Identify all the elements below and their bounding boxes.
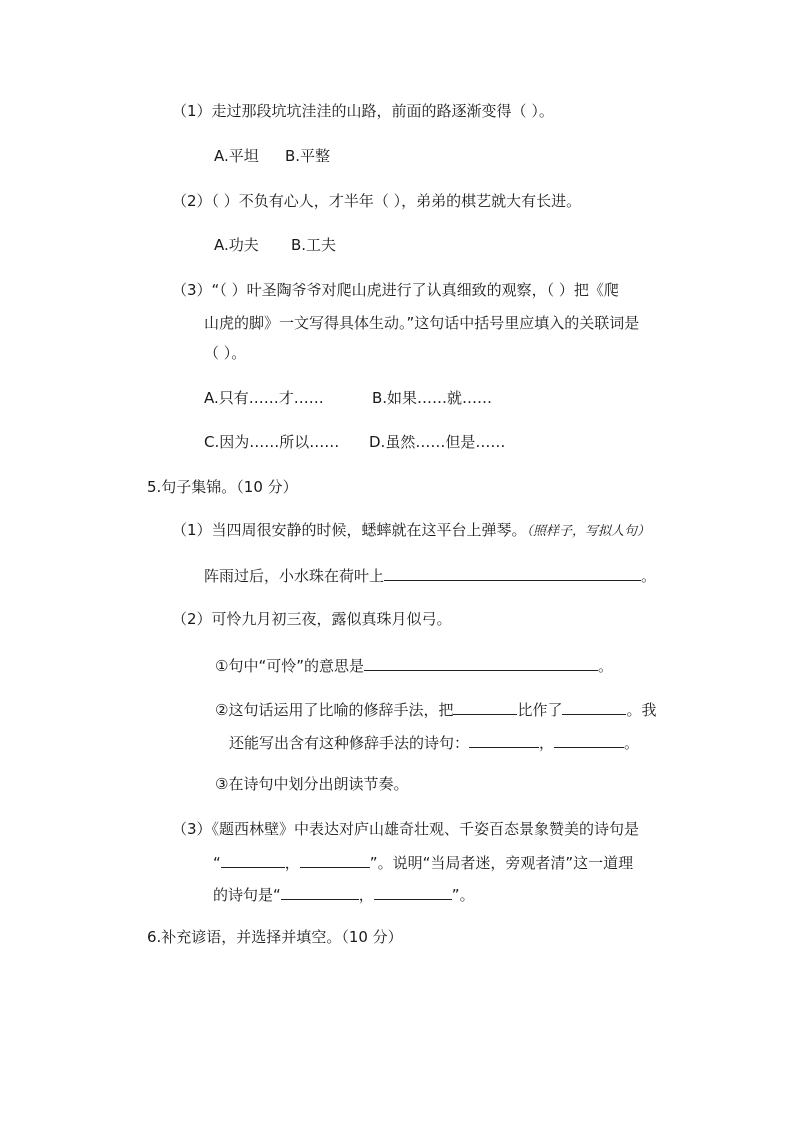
q5-2-b-line2-end: 。 bbox=[624, 734, 640, 752]
q4-1-text: （1）走过那段坑坑洼洼的山路，前面的路逐渐变得（ ）。 bbox=[172, 102, 554, 120]
q5-3-line3 bbox=[213, 884, 475, 905]
q5-2-b-blank-2[interactable] bbox=[562, 699, 626, 715]
q5-3-line2-open: “ bbox=[213, 854, 221, 872]
q5-2-b-blank-1[interactable] bbox=[453, 699, 517, 715]
q5-2-c: ③在诗句中划分出朗读节奏。 bbox=[215, 775, 409, 793]
q4-3-option-a: A.只有……才…… bbox=[204, 389, 324, 407]
q5-2-b-blank-4[interactable] bbox=[554, 732, 624, 748]
q5-3-line3-prefix: 的诗句是“ bbox=[213, 886, 281, 904]
q4-2-text: （2）（ ）不负有心人，才半年（ ），弟弟的棋艺就大有长进。 bbox=[172, 192, 582, 210]
q5-1-fill-suffix: 。 bbox=[641, 567, 657, 585]
q5-1-answer-blank[interactable] bbox=[384, 565, 641, 581]
q5-3-line3-end: ”。 bbox=[451, 886, 475, 904]
q6-heading: 6.补充谚语，并选择并填空。（10 分） bbox=[147, 928, 403, 946]
q5-3-line2-close: ”。说明“当局者迷，旁观者清”这一道理 bbox=[369, 854, 634, 872]
q5-2-a-suffix: 。 bbox=[598, 657, 614, 675]
q4-1-option-a: A.平坦 bbox=[214, 147, 259, 165]
q5-1-instruction: （照样子，写拟人句） bbox=[526, 524, 651, 539]
q5-1-text: （1）当四周很安静的时候，蟋蟀就在这平台上弹琴。 bbox=[172, 521, 527, 539]
q5-2-b-line2 bbox=[229, 732, 639, 753]
q5-2-b-blank-3[interactable] bbox=[469, 732, 539, 748]
q5-2-b-part3: 。我 bbox=[626, 701, 657, 719]
q4-3-option-b: B.如果……就…… bbox=[372, 389, 493, 407]
q5-3-blank-3[interactable] bbox=[281, 884, 359, 900]
q5-3-line2 bbox=[213, 852, 633, 873]
q5-heading: 5.句子集锦。（10 分） bbox=[147, 478, 298, 496]
q4-2-option-a: A.功夫 bbox=[214, 236, 259, 254]
q5-2-a-line bbox=[215, 655, 613, 676]
q4-3-option-d: D.虽然……但是…… bbox=[369, 433, 506, 451]
q5-3-line3-comma: ， bbox=[358, 886, 374, 904]
q5-3-blank-1[interactable] bbox=[221, 852, 285, 868]
q5-2-a-prefix: ①句中“可怜”的意思是 bbox=[215, 657, 364, 675]
q4-1-option-b: B.平整 bbox=[285, 147, 331, 165]
q5-3-line2-comma: ， bbox=[284, 854, 300, 872]
q5-2-b-part2: 比作了 bbox=[517, 701, 563, 719]
q4-3-line3: （ ）。 bbox=[204, 344, 247, 362]
q5-1-fill-line bbox=[204, 565, 656, 586]
q4-2-option-b: B.工夫 bbox=[291, 236, 337, 254]
q5-2-b-line2-prefix: 还能写出含有这种修辞手法的诗句： bbox=[229, 734, 470, 752]
q5-2-text: （2）可怜九月初三夜，露似真珠月似弓。 bbox=[172, 610, 452, 628]
q4-3-line1: （3）“（ ）叶圣陶爷爷对爬山虎进行了认真细致的观察，（ ）把《爬 bbox=[172, 281, 619, 299]
q5-2-a-answer-blank[interactable] bbox=[364, 655, 598, 671]
q5-3-line1: （3）《题西林壁》中表达对庐山雄奇壮观、千姿百态景象赞美的诗句是 bbox=[172, 820, 640, 838]
q5-2-b-part1: ②这句话运用了比喻的修辞手法，把 bbox=[215, 701, 454, 719]
q5-2-b-line1 bbox=[215, 699, 656, 720]
q5-1-fill-prefix: 阵雨过后，小水珠在荷叶上 bbox=[204, 567, 385, 585]
q5-3-blank-4[interactable] bbox=[374, 884, 452, 900]
q5-3-blank-2[interactable] bbox=[300, 852, 370, 868]
q5-1-sentence bbox=[172, 520, 650, 542]
q5-2-b-line2-comma: ， bbox=[539, 734, 555, 752]
q4-3-line2: 山虎的脚》一文写得具体生动。”这句话中括号里应填入的关联词是 bbox=[204, 314, 640, 332]
q4-3-option-c: C.因为……所以…… bbox=[204, 433, 340, 451]
